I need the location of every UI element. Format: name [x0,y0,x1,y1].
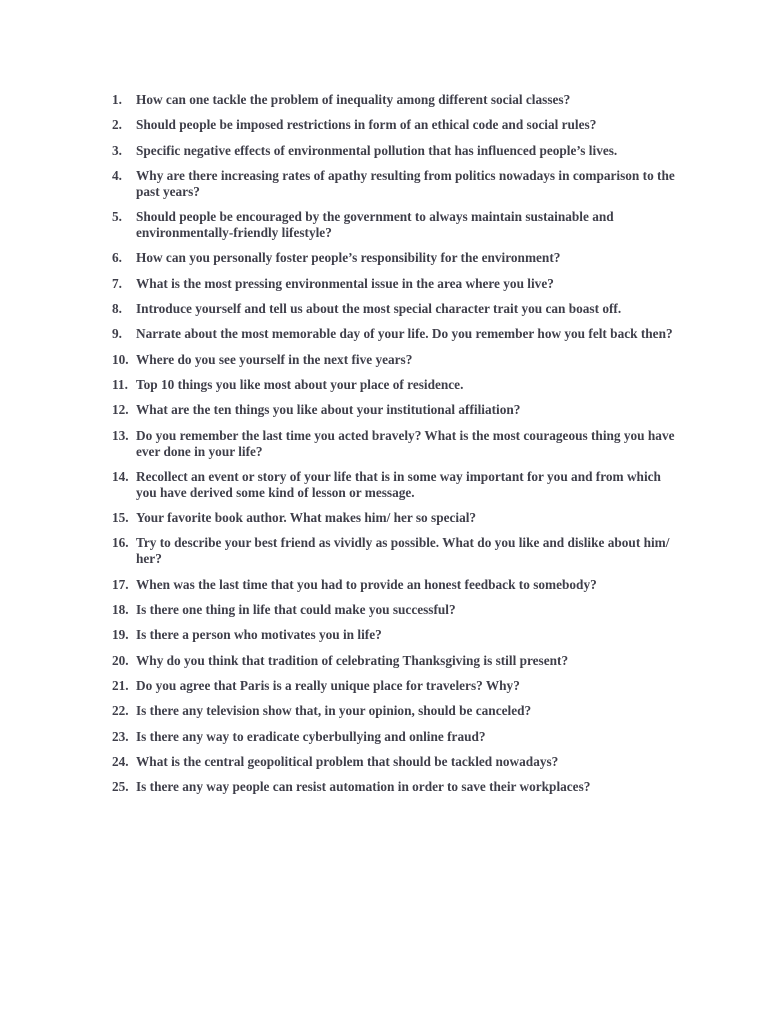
question-item [112,168,677,200]
question-item [112,326,677,342]
question-number: 20. [112,652,129,668]
question-text: What are the ten things you like about your institutional affiliation? [136,402,521,418]
question-text: Do you agree that Paris is a really unique place for travelers? Why? [136,677,520,693]
question-number: 12. [112,402,129,418]
question-number: 1. [112,92,122,107]
question-text: Is there any way people can resist automation in order to save their workplaces? [136,779,591,795]
question-text: How can one tackle the problem of inequality among different social classes? [136,92,571,107]
question-text: Is there any way to eradicate cyberbullying and online fraud? [136,728,486,744]
question-number: 8. [112,301,122,317]
question-number: 2. [112,117,122,133]
question-number: 11. [112,376,128,392]
question-item [112,250,677,266]
question-number: 15. [112,510,129,526]
question-item [112,301,677,317]
question-text: How can you personally foster people’s responsibility for the environment? [136,250,561,266]
question-item [112,754,677,770]
question-text: Is there any television show that, in your opinion, should be canceled? [136,703,532,719]
question-text: Should people be imposed restrictions in form of an ethical code and social rules? [136,117,597,133]
question-text: Where do you see yourself in the next five years? [136,351,413,367]
question-number: 16. [112,535,129,551]
question-text: What is the most pressing environmental issue in the area where you live? [136,275,554,291]
question-item [112,729,677,745]
question-list [112,92,677,804]
question-text: Why are there increasing rates of apathy resulting from politics nowadays in comparison to the past years? [136,167,675,199]
question-text: Top 10 things you like most about your place of residence. [136,376,464,392]
question-text: Specific negative effects of environmental pollution that has influenced people’s lives. [136,142,618,158]
question-item [112,143,677,159]
question-item [112,602,677,618]
question-number: 19. [112,627,129,643]
question-number: 7. [112,275,122,291]
question-number: 22. [112,703,129,719]
question-item [112,469,677,501]
question-item [112,653,677,669]
question-number: 10. [112,351,129,367]
question-item [112,428,677,460]
question-text: When was the last time that you had to provide an honest feedback to somebody? [136,576,597,592]
question-number: 3. [112,142,122,158]
question-text: Try to describe your best friend as vividly as possible. What do you like and dislike about him/ her? [136,535,670,567]
question-item [112,627,677,643]
question-number: 23. [112,728,129,744]
question-number: 25. [112,779,129,795]
question-number: 24. [112,753,129,769]
question-item [112,577,677,593]
question-text: Recollect an event or story of your life that is in some way important for you and from which you have derived some kind of lesson or message. [136,468,661,500]
question-item [112,377,677,393]
question-item [112,276,677,292]
question-number: 13. [112,427,129,443]
question-item [112,510,677,526]
question-number: 14. [112,468,129,484]
question-item [112,352,677,368]
question-text: What is the central geopolitical problem that should be tackled nowadays? [136,753,559,769]
question-item [112,703,677,719]
question-number: 5. [112,209,122,225]
question-text: Is there a person who motivates you in life? [136,627,382,643]
question-item [112,535,677,567]
question-item [112,402,677,418]
question-item [112,92,677,108]
question-item [112,209,677,241]
question-item [112,117,677,133]
question-number: 17. [112,576,129,592]
question-text: Why do you think that tradition of celebrating Thanksgiving is still present? [136,652,569,668]
question-number: 4. [112,167,122,183]
question-number: 21. [112,677,129,693]
question-text: Do you remember the last time you acted bravely? What is the most courageous thing you have ever done in your life? [136,427,675,459]
question-number: 18. [112,602,129,618]
question-item [112,779,677,795]
question-text: Your favorite book author. What makes him/ her so special? [136,510,477,526]
question-item [112,678,677,694]
question-number: 9. [112,326,122,342]
question-text: Introduce yourself and tell us about the most special character trait you can boast off. [136,301,622,317]
question-number: 6. [112,250,122,266]
question-text: Narrate about the most memorable day of your life. Do you remember how you felt back then? [136,326,673,342]
question-text: Should people be encouraged by the government to always maintain sustainable and environmentally-friendly lifestyle? [136,209,614,241]
question-text: Is there one thing in life that could make you successful? [136,602,456,618]
